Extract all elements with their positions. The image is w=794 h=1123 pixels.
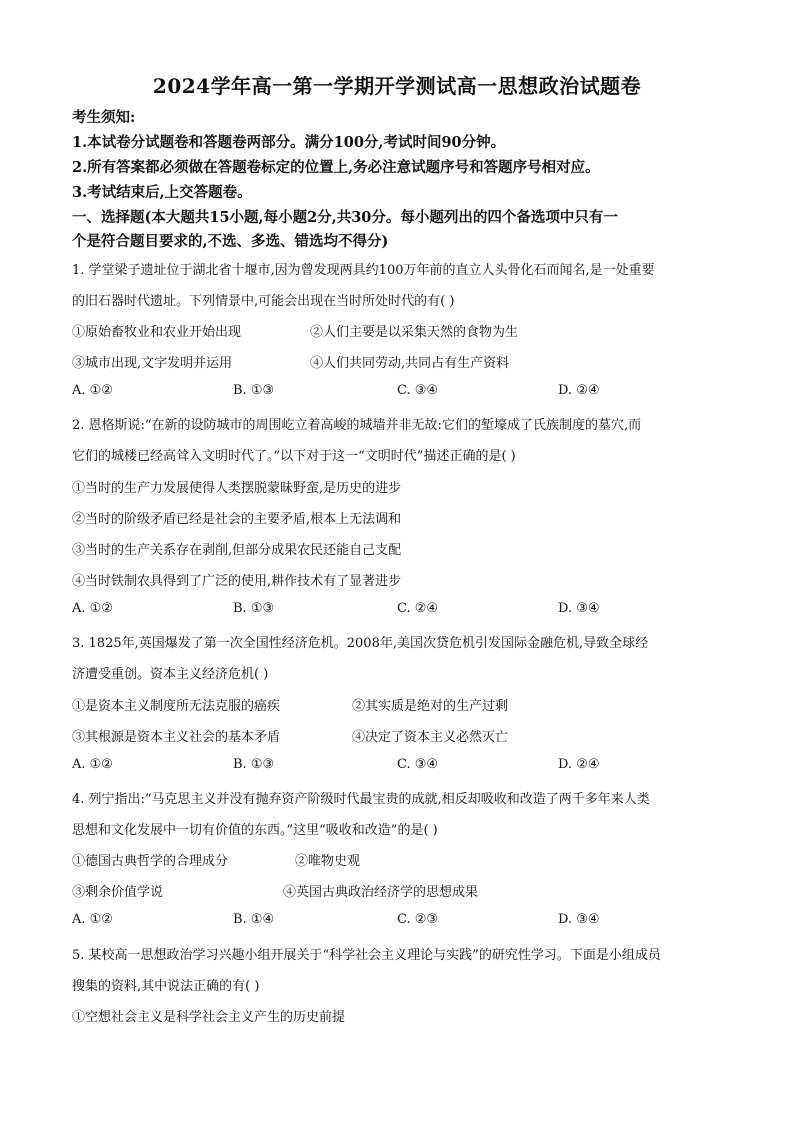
question-1-stem: 1. 学堂梁子遗址位于湖北省十堰市,因为曾发现两具约100万年前的直立人头骨化石而闻名,是一处重要 (72, 263, 655, 278)
question-3-option: ②其实质是绝对的生产过剩 (352, 699, 509, 714)
question-2-option: ④当时铁制农具得到了广泛的使用,耕作技术有了显著进步 (72, 574, 402, 589)
question-1-stem: 的旧石器时代遗址。下列情景中,可能会出现在当时所处时代的有( ) (72, 294, 455, 309)
section-heading-cont: 个是符合题目要求的,不选、多选、错选均不得分) (72, 233, 389, 250)
question-4-answer-b: B. ①④ (233, 912, 275, 927)
question-4-answer-d: D. ③④ (558, 912, 600, 927)
question-1-option: ②人们主要是以采集天然的食物为生 (310, 325, 519, 340)
question-3-answer-b: B. ①③ (233, 757, 275, 772)
question-4-stem: 4. 列宁指出:“马克思主义并没有抛弃资产阶级时代最宝贵的成就,相反却吸收和改造了两千多年来人类 (72, 792, 650, 807)
question-2-answer-a: A. ①② (72, 601, 113, 616)
question-1-option: ①原始畜牧业和农业开始出现 (72, 325, 242, 340)
question-2-answer-c: C. ②④ (397, 601, 439, 616)
question-1-answer-b: B. ①③ (233, 383, 275, 398)
question-1-answer-a: A. ①② (72, 383, 113, 398)
question-3-option: ③其根源是资本主义社会的基本矛盾 (72, 730, 281, 745)
section-heading: 一、选择题(本大题共15小题,每小题2分,共30分。每小题列出的四个备选项中只有一 (72, 209, 618, 226)
question-5-stem: 搜集的资料,其中说法正确的有( ) (72, 979, 260, 994)
question-2-stem: 2. 恩格斯说:“在新的设防城市的周围屹立着高峻的城墙并非无故:它们的堑壕成了氏族制度的墓穴,而 (72, 418, 642, 433)
question-5-stem: 5. 某校高一思想政治学习兴趣小组开展关于“科学社会主义理论与实践”的研究性学习。下面是小组成员 (72, 948, 661, 963)
question-1-option: ③城市出现,文字发明并运用 (72, 356, 233, 371)
question-4-option: ①德国古典哲学的合理成分 (72, 854, 229, 869)
question-3-stem: 3. 1825年,英国爆发了第一次全国性经济危机。2008年,美国次贷危机引发国际金融危机,导致全球经 (72, 636, 649, 651)
notice-item: 1.本试卷分试题卷和答题卷两部分。满分100分,考试时间90分钟。 (72, 134, 506, 151)
question-2-option: ③当时的生产关系存在剥削,但部分成果农民还能自己支配 (72, 543, 402, 558)
question-2-answer-d: D. ③④ (558, 601, 600, 616)
question-4-answer-a: A. ①② (72, 912, 113, 927)
page-title: 2024学年高一第一学期开学测试高一思想政治试题卷 (152, 74, 642, 98)
question-5-option: ①空想社会主义是科学社会主义产生的历史前提 (72, 1010, 346, 1025)
question-4-option: ③剩余价值学说 (72, 885, 164, 900)
notice-item: 3.考试结束后,上交答题卷。 (72, 184, 252, 201)
question-2-option: ①当时的生产力发展使得人类摆脱蒙昧野蛮,是历史的进步 (72, 481, 402, 496)
notice-heading: 考生须知: (72, 109, 136, 126)
question-2-option: ②当时的阶级矛盾已经是社会的主要矛盾,根本上无法调和 (72, 512, 402, 527)
question-1-answer-d: D. ②④ (558, 383, 600, 398)
question-4-option: ②唯物史观 (295, 854, 361, 869)
notice-item: 2.所有答案都必须做在答题卷标定的位置上,务必注意试题序号和答题序号相对应。 (72, 159, 600, 176)
question-1-answer-c: C. ③④ (397, 383, 439, 398)
question-4-answer-c: C. ②③ (397, 912, 439, 927)
question-3-option: ①是资本主义制度所无法克服的癌疾 (72, 699, 281, 714)
question-3-answer-a: A. ①② (72, 757, 113, 772)
question-3-answer-d: D. ②④ (558, 757, 600, 772)
question-3-stem: 济遭受重创。资本主义经济危机( ) (72, 667, 269, 682)
question-3-answer-c: C. ③④ (397, 757, 439, 772)
question-3-option: ④决定了资本主义必然灭亡 (352, 730, 509, 745)
question-4-option: ④英国古典政治经济学的思想成果 (283, 885, 479, 900)
question-1-option: ④人们共同劳动,共同占有生产资料 (310, 356, 510, 371)
question-2-answer-b: B. ①③ (233, 601, 275, 616)
question-2-stem: 它们的城楼已经高耸入文明时代了。”以下对于这一“文明时代”描述正确的是( ) (72, 449, 516, 464)
question-4-stem: 思想和文化发展中一切有价值的东西。”这里“吸收和改造”的是( ) (72, 823, 438, 838)
